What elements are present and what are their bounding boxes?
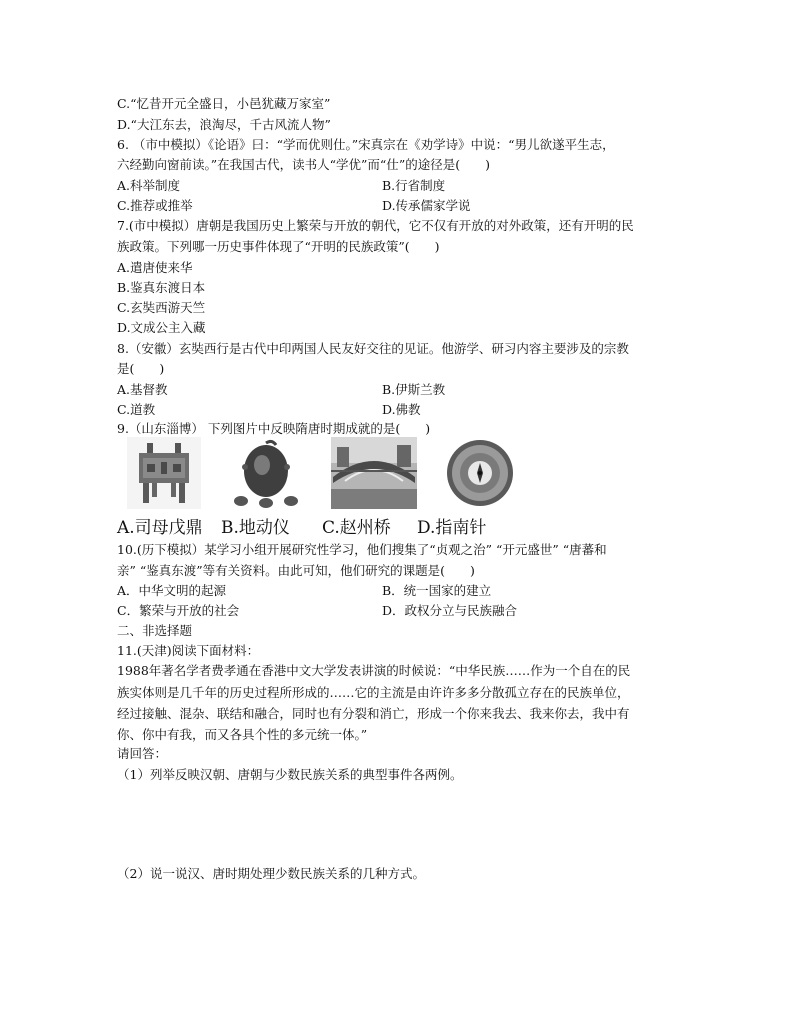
q10-option-a: A．中华文明的起源 [117,583,227,598]
q11-material-line4: 你、你中有我，而又各具个性的多元统一体。” [117,727,368,742]
q10-option-b: B．统一国家的建立 [382,583,492,598]
q6-option-a: A.科举制度 [117,178,181,193]
q7-stem-line1: 7.(市中模拟）唐朝是我国历史上繁荣与开放的朝代，它不仅有开放的对外政策，还有开明的民 [117,218,634,233]
q6-option-b: B.行省制度 [382,178,446,193]
q10-option-c: C．繁荣与开放的社会 [117,603,240,618]
q9-stem: 9.（山东淄博） 下列图片中反映隋唐时期成就的是( ) [117,421,431,436]
q8-option-d: D.佛教 [382,402,421,417]
q6-option-c: C.推荐或推举 [117,198,193,213]
compass-image [443,437,517,509]
q6-stem-line2: 六经勤向窗前读。”在我国古代，读书人“学优”而“仕”的途径是( ) [117,157,490,172]
q8-stem-line2: 是( ) [117,361,165,376]
q5-option-d: D.“大江东去，浪淘尽，千古风流人物” [117,117,331,132]
q8-option-c: C.道教 [117,402,156,417]
q10-stem-line1: 10.(历下模拟）某学习小组开展研究性学习，他们搜集了“贞观之治” “开元盛世” “唐蕃和 [117,542,607,557]
q5-option-c: C.“忆昔开元全盛日，小邑犹藏万家室” [117,96,331,111]
q11-part2: （2）说一说汉、唐时期处理少数民族关系的几种方式。 [117,866,425,881]
caption-b: B.地动仪 [221,518,290,538]
caption-d: D.指南针 [417,518,487,538]
q11-material-line2: 族实体则是几千年的历史过程所形成的……它的主流是由许许多多分散孤立存在的民族单位， [117,685,630,700]
section-heading: 二、非选择题 [117,623,193,638]
seismoscope-image [229,437,303,509]
caption-c: C.赵州桥 [322,518,391,538]
ding-image [127,437,201,509]
q7-option-d: D.文成公主入藏 [117,320,206,335]
q11-material-line3: 经过接触、混杂、联结和融合，同时也有分裂和消亡，形成一个你来我去、我来你去，我中有 [117,706,630,721]
bridge-image [331,437,417,509]
q8-stem-line1: 8.（安徽）玄奘西行是古代中印两国人民友好交往的见证。他游学、研习内容主要涉及的宗教 [117,341,629,356]
q6-option-d: D.传承儒家学说 [382,198,471,213]
q7-stem-line2: 族政策。下列哪一历史事件体现了“开明的民族政策”( ) [117,239,440,254]
q9-figure [117,437,527,537]
q8-option-b: B.伊斯兰教 [382,382,446,397]
q8-option-a: A.基督教 [117,382,168,397]
caption-a: A.司母戊鼎 [117,518,203,538]
q11-material-line1: 1988年著名学者费孝通在香港中文大学发表讲演的时候说：“中华民族……作为一个自在的民 [117,663,631,678]
q10-option-d: D．政权分立与民族融合 [382,603,518,618]
q10-stem-line2: 亲” “鉴真东渡”等有关资料。由此可知，他们研究的课题是( ) [117,563,475,578]
q11-part1: （1）列举反映汉朝、唐朝与少数民族关系的典型事件各两例。 [117,767,463,782]
q7-option-b: B.鉴真东渡日本 [117,280,206,295]
q11-stem: 11.(天津)阅读下面材料： [117,643,260,658]
q11-prompt: 请回答： [117,746,168,761]
q7-option-a: A.遣唐使来华 [117,260,193,275]
q6-stem-line1: 6. （市中模拟）《论语》曰：“学而优则仕。”宋真宗在《劝学诗》中说：“男儿欲遂平生志， [117,137,615,152]
q7-option-c: C.玄奘西游天竺 [117,300,206,315]
